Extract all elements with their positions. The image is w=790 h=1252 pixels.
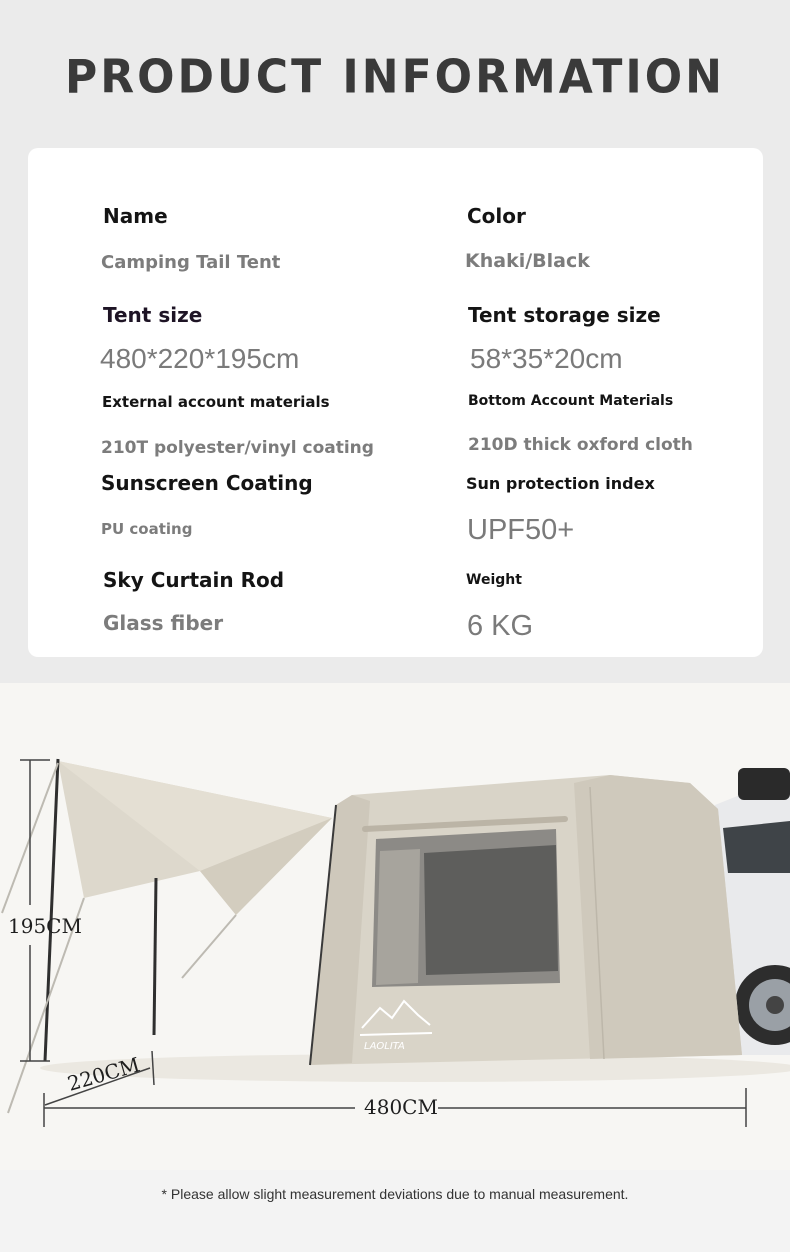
spec-label-rod: Sky Curtain Rod bbox=[103, 568, 285, 592]
spec-value-bottom-material: 210D thick oxford cloth bbox=[468, 435, 693, 455]
spec-value-weight: 6 KG bbox=[467, 610, 534, 642]
spec-value-color: Khaki/Black bbox=[465, 250, 590, 272]
spec-value-rod: Glass fiber bbox=[103, 611, 224, 635]
tent-illustration bbox=[0, 683, 790, 1170]
spec-value-external-material: 210T polyester/vinyl coating bbox=[101, 438, 374, 458]
dimension-height: 195CM bbox=[8, 914, 82, 938]
spec-label-sun-index: Sun protection index bbox=[466, 474, 655, 493]
spec-value-name: Camping Tail Tent bbox=[101, 252, 281, 273]
spec-label-weight: Weight bbox=[466, 572, 522, 588]
spec-label-color: Color bbox=[467, 204, 526, 228]
spec-label-storage-size: Tent storage size bbox=[468, 303, 661, 327]
spec-value-storage-size: 58*35*20cm bbox=[470, 343, 623, 374]
spec-label-name: Name bbox=[103, 204, 168, 228]
spec-label-bottom-material: Bottom Account Materials bbox=[468, 393, 674, 409]
spec-card bbox=[28, 148, 763, 657]
dimension-length: 480CM bbox=[364, 1095, 438, 1119]
spec-label-external-material: External account materials bbox=[102, 393, 330, 411]
tent-door bbox=[372, 829, 560, 987]
measurement-note: * Please allow slight measurement deviations due to manual measurement. bbox=[161, 1186, 629, 1202]
spec-value-sunscreen: PU coating bbox=[101, 520, 193, 538]
spec-label-tent-size: Tent size bbox=[103, 303, 203, 327]
brand-logo-text: LAOLITA bbox=[364, 1041, 405, 1052]
tent-dimension-diagram bbox=[0, 683, 790, 1170]
spec-label-sunscreen: Sunscreen Coating bbox=[101, 471, 313, 495]
dimension-depth: 220CM bbox=[64, 1052, 143, 1096]
spec-value-tent-size: 480*220*195cm bbox=[100, 343, 300, 374]
awning bbox=[58, 761, 332, 915]
footer bbox=[0, 1170, 790, 1252]
spec-value-sun-index: UPF50+ bbox=[467, 514, 575, 546]
page-title: PRODUCT INFORMATION bbox=[65, 50, 725, 105]
